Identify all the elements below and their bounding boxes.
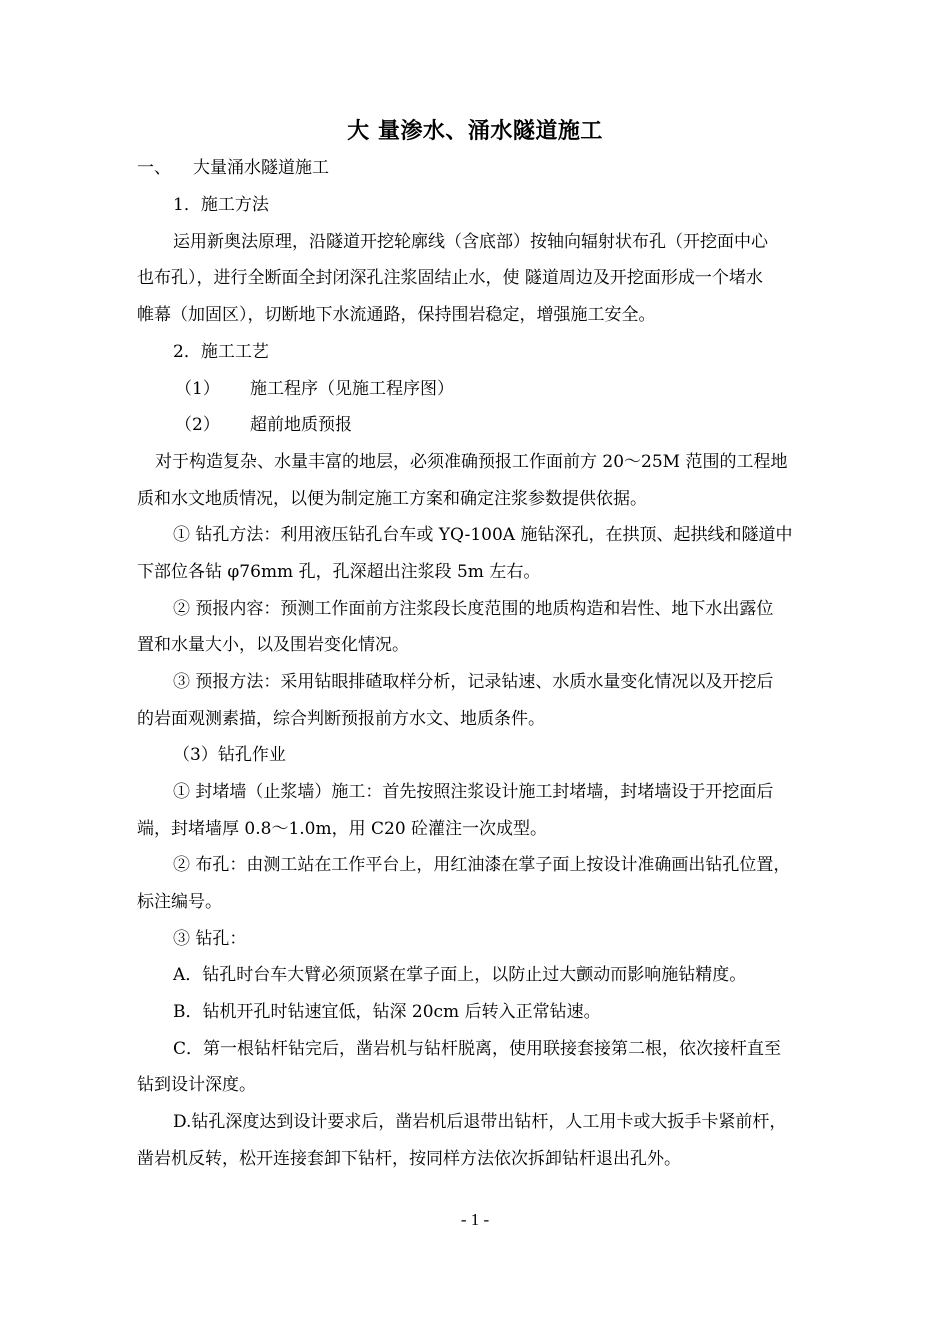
wall-line: ① 封堵墙（止浆墙）施工：首先按照注浆设计施工封堵墙，封堵墙设于开挖面后 [173, 782, 774, 802]
forecast-method-line: 的岩面观测素描，综合判断预报前方水文、地质条件。 [137, 709, 545, 729]
method-para-line: 帷幕（加固区），切断地下水流通路，保持围岩稳定，增强施工安全。 [137, 305, 656, 325]
item3-heading: （3）钻孔作业 [173, 745, 286, 765]
item1-text: 施工程序（见施工程序图） [250, 379, 454, 399]
method-para-line: 运用新奥法原理，沿隧道开挖轮廓线（含底部）按轴向辐射状布孔（开挖面中心 [173, 232, 768, 252]
drill-step-d-line: 凿岩机反转，松开连接套卸下钻杆，按同样方法依次拆卸钻杆退出孔外。 [137, 1149, 681, 1169]
drill-step-c-line: C．第一根钻杆钻完后，凿岩机与钻杆脱离，使用联接套接第二根，依次接杆直至 [173, 1039, 782, 1059]
forecast-content-line: 置和水量大小，以及围岩变化情况。 [137, 635, 409, 655]
forecast-intro-line: 质和水文地质情况，以便为制定施工方案和确定注浆参数提供依据。 [137, 489, 647, 509]
drill-step-b: B．钻机开孔时钻速宜低，钻深 20cm 后转入正常钻速。 [173, 1002, 601, 1022]
wall-line: 端，封堵墙厚 0.8～1.0m，用 C20 砼灌注一次成型。 [137, 819, 548, 839]
drill-method-line: 下部位各钻 φ76mm 孔，孔深超出注浆段 5m 左右。 [137, 562, 541, 582]
process-heading: 2．施工工艺 [173, 342, 269, 362]
layout-line: 标注编号。 [137, 892, 222, 912]
layout-line: ② 布孔：由测工站在工作平台上，用红油漆在掌子面上按设计准确画出钻孔位置， [173, 855, 791, 875]
drill-method-line: ① 钻孔方法：利用液压钻孔台车或 YQ-100A 施钻深孔，在拱顶、起拱线和隧道中 [173, 525, 793, 545]
item2-number: （2） [175, 415, 220, 435]
drill-step-c-line: 钻到设计深度。 [137, 1075, 256, 1095]
drill-step-d-line: D.钻孔深度达到设计要求后，凿岩机后退带出钻杆，人工用卡或大扳手卡紧前杆， [173, 1112, 787, 1132]
forecast-method-line: ③ 预报方法：采用钻眼排碴取样分析，记录钻速、水质水量变化情况以及开挖后 [173, 672, 774, 692]
forecast-intro-line: 对于构造复杂、水量丰富的地层，必须准确预报工作面前方 20～25M 范围的工程地 [155, 452, 788, 472]
forecast-content-line: ② 预报内容：预测工作面前方注浆段长度范围的地质构造和岩性、地下水出露位 [173, 599, 774, 619]
section-heading: 大量涌水隧道施工 [193, 158, 329, 178]
section-number: 一、 [137, 158, 171, 178]
item2-text: 超前地质预报 [250, 415, 352, 435]
drill-step-a: A．钻孔时台车大臂必须顶紧在掌子面上，以防止过大颤动而影响施钻精度。 [173, 965, 747, 985]
document-title: 大 量渗水、涌水隧道施工 [347, 119, 603, 144]
page-number: - 1 - [460, 1210, 490, 1229]
method-heading: 1．施工方法 [173, 195, 269, 215]
method-para-line: 也布孔），进行全断面全封闭深孔注浆固结止水，使 隧道周边及开挖面形成一个堵水 [137, 268, 763, 288]
drill-heading: ③ 钻孔： [173, 929, 247, 949]
item1-number: （1） [175, 379, 220, 399]
